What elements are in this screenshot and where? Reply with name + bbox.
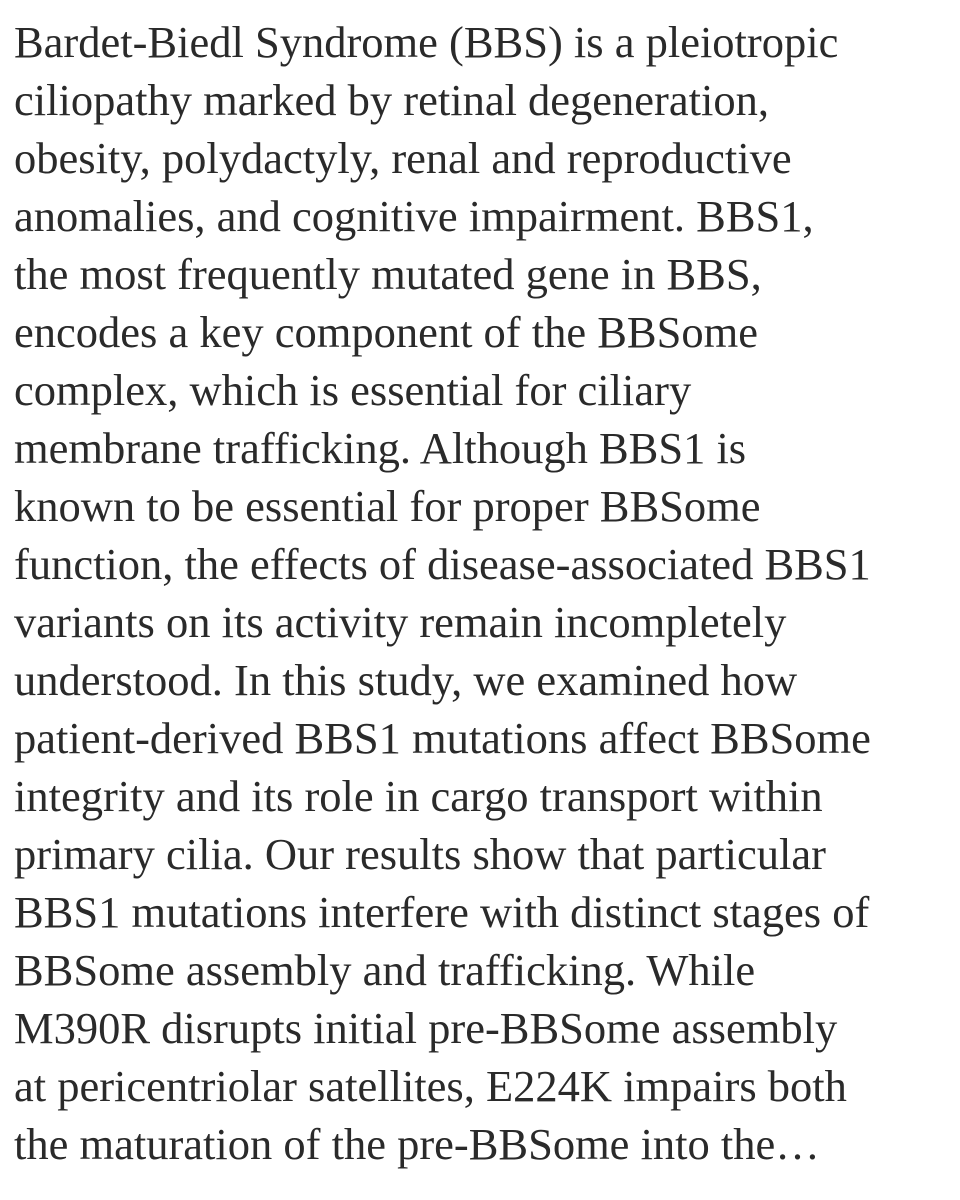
abstract-line: known to be essential for proper BBSome <box>14 481 761 531</box>
abstract-line: integrity and its role in cargo transport within <box>14 771 823 821</box>
abstract-line: ciliopathy marked by retinal degeneration, <box>14 75 769 125</box>
abstract-paragraph <box>14 13 960 1173</box>
abstract-line: encodes a key component of the BBSome <box>14 307 758 357</box>
abstract-line: Bardet-Biedl Syndrome (BBS) is a pleiotropic <box>14 17 839 67</box>
abstract-line: BBSome assembly and trafficking. While <box>14 945 756 995</box>
abstract-line: complex, which is essential for ciliary <box>14 365 692 415</box>
abstract-line: variants on its activity remain incompletely <box>14 597 787 647</box>
abstract-line: understood. In this study, we examined how <box>14 655 798 705</box>
abstract-line: patient-derived BBS1 mutations affect BBSome <box>14 713 871 763</box>
abstract-line: anomalies, and cognitive impairment. BBS1, <box>14 191 814 241</box>
abstract-line: the maturation of the pre-BBSome into the… <box>14 1119 820 1169</box>
abstract-line: the most frequently mutated gene in BBS, <box>14 249 762 299</box>
abstract-line: M390R disrupts initial pre-BBSome assembly <box>14 1003 838 1053</box>
abstract-line: function, the effects of disease-associated BBS1 <box>14 539 871 589</box>
abstract-line: primary cilia. Our results show that particular <box>14 829 826 879</box>
abstract-line: BBS1 mutations interfere with distinct stages of <box>14 887 870 937</box>
abstract-line: at pericentriolar satellites, E224K impairs both <box>14 1061 847 1111</box>
abstract-line: obesity, polydactyly, renal and reproductive <box>14 133 792 183</box>
abstract-line: membrane trafficking. Although BBS1 is <box>14 423 747 473</box>
